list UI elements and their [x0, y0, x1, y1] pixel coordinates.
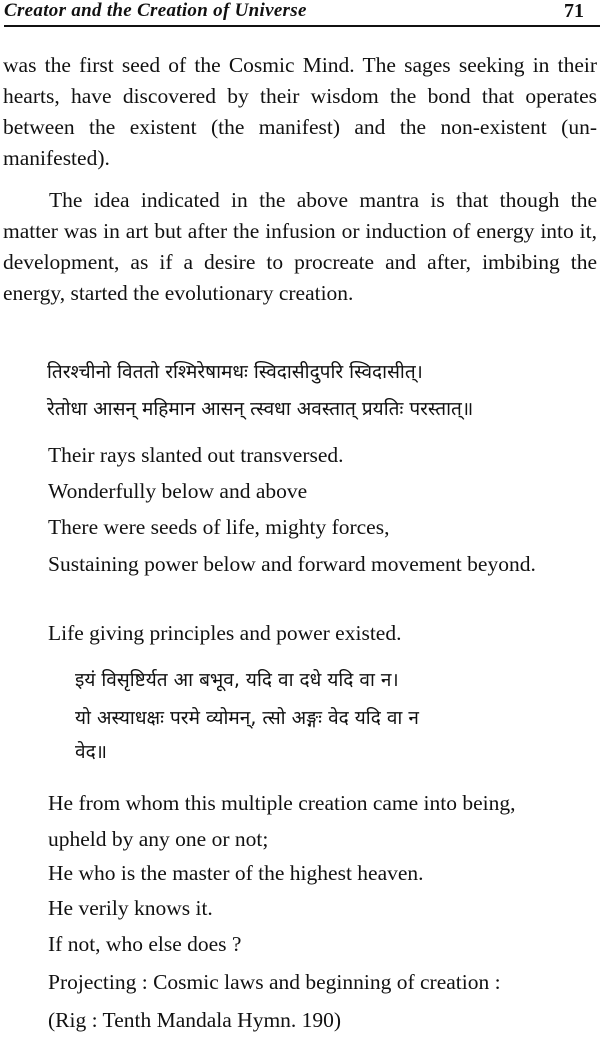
hymn-reference: (Rig : Tenth Mandala Hymn. 190) [48, 1008, 342, 1032]
translation-line: He verily knows it. [48, 896, 213, 920]
header-rule [4, 25, 600, 27]
sanskrit-verse-line: यो अस्याधक्षः परमे व्योमन्, त्सो अङ्गः वेद यदि वा न [75, 707, 419, 729]
page-number: 71 [564, 0, 584, 22]
translation-line: upheld by any one or not; [48, 827, 269, 851]
translation-line: Sustaining power below and forward movement beyond. [48, 552, 536, 576]
translation-line: He who is the master of the highest heaven. [48, 861, 424, 885]
running-head [2, 0, 598, 24]
sanskrit-verse-line: तिरश्चीनो विततो रश्मिरेषामधः स्विदासीदुपरि स्विदासीत्। [47, 361, 423, 383]
body-paragraph: The idea indicated in the above mantra is that though the matter was in art but after the infusion or induction of energy into it, development, as if a desire to procreate and after, imbibing the energy, started the evolutionary creation. [3, 188, 597, 305]
sanskrit-verse-line: रेतोधा आसन् महिमान आसन् त्स्वधा अवस्तात् प्रयतिः परस्तात्॥ [47, 398, 474, 420]
translation-line: Their rays slanted out transversed. [48, 443, 344, 467]
translation-line: There were seeds of life, mighty forces, [48, 515, 390, 539]
translation-line: Projecting : Cosmic laws and beginning of creation : [48, 970, 501, 994]
body-paragraph: was the first seed of the Cosmic Mind. The sages seeking in their hearts, have discovered by their wisdom the bond that operates between the existent (the manifest) and the non-existent (un-manifested). [3, 53, 597, 170]
sanskrit-verse-line: वेद॥ [75, 741, 108, 763]
translation-line: Wonderfully below and above [48, 479, 308, 503]
translation-line: Life giving principles and power existed. [48, 621, 402, 645]
translation-line: He from whom this multiple creation came into being, [48, 791, 516, 815]
running-head-title: Creator and the Creation of Universe [4, 0, 307, 21]
sanskrit-verse-line: इयं विसृष्टिर्यत आ बभूव, यदि वा दधे यदि वा न। [75, 669, 399, 691]
translation-line: If not, who else does ? [48, 932, 242, 956]
